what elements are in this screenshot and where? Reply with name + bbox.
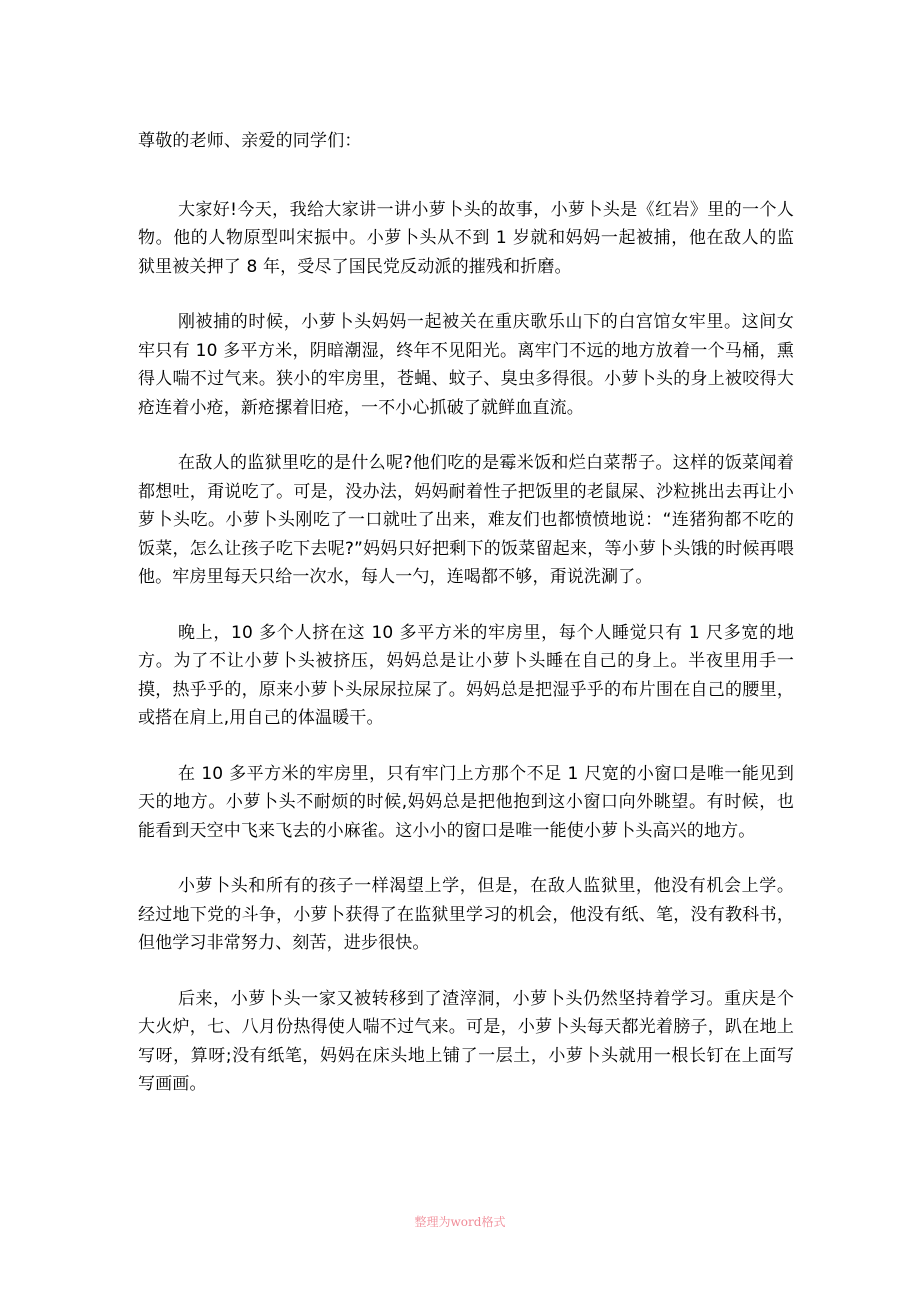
greeting-line: 尊敬的老师、亲爱的同学们：	[138, 131, 362, 151]
paragraph-zhazidong: 后来，小萝卜头一家又被转移到了渣滓洞，小萝卜头仍然坚持着学习。重庆是个大火炉，七、八月份热得使人喘不过气来。可是，小萝卜头每天都光着膀子，趴在地上写呀，算呀;没有纸笔，妈妈在床头地上铺了一层土，小萝卜头就用一根长钉在上面写写画画。	[138, 988, 794, 1094]
paragraph-night: 晚上，10 多个人挤在这 10 多平方米的牢房里，每个人睡觉只有 1 尺多宽的地方。为了不让小萝卜头被挤压，妈妈总是让小萝卜头睡在自己的身上。半夜里用手一摸，热乎乎的，原来小萝卜头尿尿拉屎了。妈妈总是把湿乎乎的布片围在自己的腰里，或搭在肩上,用自己的体温暖干。	[138, 622, 794, 728]
footer-watermark: 整理为word格式	[414, 1215, 506, 1229]
paragraph-window: 在 10 多平方米的牢房里，只有牢门上方那个不足 1 尺宽的小窗口是唯一能见到天的地方。小萝卜头不耐烦的时候,妈妈总是把他抱到这小窗口向外眺望。有时候，也能看到天空中飞来飞去的小麻雀。这小小的窗口是唯一能使小萝卜头高兴的地方。	[138, 763, 794, 841]
paragraph-school: 小萝卜头和所有的孩子一样渴望上学，但是，在敌人监狱里，他没有机会上学。经过地下党的斗争，小萝卜获得了在监狱里学习的机会，他没有纸、笔，没有教科书，但他学习非常努力、刻苦，进步很快。	[138, 876, 794, 953]
paragraph-intro: 大家好!今天，我给大家讲一讲小萝卜头的故事，小萝卜头是《红岩》里的一个人物。他的人物原型叫宋振中。小萝卜头从不到 1 岁就和妈妈一起被捕，他在敌人的监狱里被关押了 8 年，受尽了国民党反动派的摧残和折磨。	[138, 199, 794, 277]
paragraph-food: 在敌人的监狱里吃的是什么呢?他们吃的是霉米饭和烂白菜帮子。这样的饭菜闻着都想吐，甭说吃了。可是，没办法，妈妈耐着性子把饭里的老鼠屎、沙粒挑出去再让小萝卜头吃。小萝卜头刚吃了一口就吐了出来，难友们也都愤愤地说：“连猪狗都不吃的饭菜，怎么让孩子吃下去呢?”妈妈只好把剩下的饭菜留起来，等小萝卜头饿的时候再喂他。牢房里每天只给一次水，每人一勺，连喝都不够，甭说洗涮了。	[138, 453, 794, 587]
document-page	[138, 127, 794, 1126]
paragraph-arrest: 刚被捕的时候，小萝卜头妈妈一起被关在重庆歌乐山下的白宫馆女牢里。这间女牢只有 10 多平方米，阴暗潮湿，终年不见阳光。离牢门不远的地方放着一个马桶，熏得人喘不过气来。狭小的牢房里，苍蝇、蚊子、臭虫多得很。小萝卜头的身上被咬得大疮连着小疮，新疮摞着旧疮，一不小心抓破了就鲜血直流。	[138, 312, 794, 418]
